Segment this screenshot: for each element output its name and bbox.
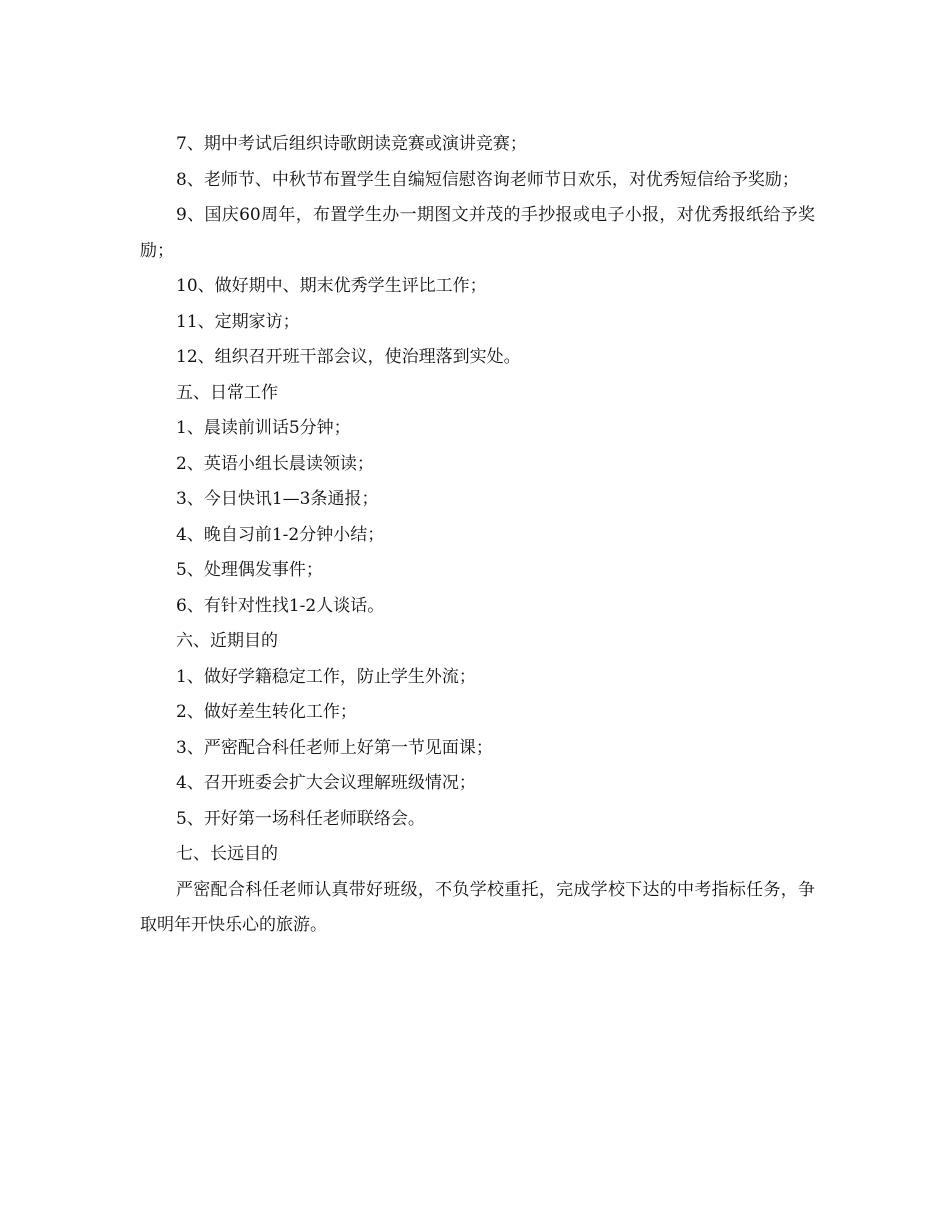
paragraph-16: 2、做好差生转化工作； [176, 702, 357, 722]
paragraph-15: 1、做好学籍稳定工作，防止学生外流； [176, 666, 476, 687]
section-heading-6: 六、近期目的 [176, 631, 278, 651]
document-body [140, 127, 815, 944]
section-heading-7: 七、长远目的 [176, 844, 278, 864]
paragraph-6: 12、组织召开班干部会议，使治理落到实处。 [176, 347, 521, 367]
paragraph-1: 7、期中考试后组织诗歌朗读竞赛或演讲竞赛； [176, 134, 527, 154]
paragraph-4: 10、做好期中、期末优秀学生评比工作； [176, 276, 487, 296]
paragraph-12: 5、处理偶发事件； [176, 560, 323, 580]
paragraph-9: 2、英语小组长晨读领读； [176, 453, 374, 474]
paragraph-5: 11、定期家访； [176, 311, 300, 332]
paragraph-13: 6、有针对性找1-2人谈话。 [176, 595, 385, 616]
paragraph-3: 9、国庆60周年，布置学生办一期图文并茂的手抄报或电子小报，对优秀报纸给予奖励； [140, 205, 815, 261]
paragraph-19: 5、开好第一场科任老师联络会。 [176, 808, 425, 829]
paragraph-21: 严密配合科任老师认真带好班级，不负学校重托，完成学校下达的中考指标任务，争取明年开快乐心的旅游。 [140, 879, 815, 935]
paragraph-18: 4、召开班委会扩大会议理解班级情况； [176, 773, 476, 793]
paragraph-17: 3、严密配合科任老师上好第一节见面课； [176, 737, 493, 758]
paragraph-8: 1、晨读前训话5分钟； [176, 418, 351, 438]
paragraph-10: 3、今日快讯1—3条通报； [176, 489, 379, 509]
paragraph-11: 4、晚自习前1-2分钟小结； [176, 524, 385, 545]
paragraph-2: 8、老师节、中秋节布置学生自编短信慰咨询老师节日欢乐，对优秀短信给予奖励； [176, 169, 799, 190]
section-heading-5: 五、日常工作 [176, 382, 278, 403]
